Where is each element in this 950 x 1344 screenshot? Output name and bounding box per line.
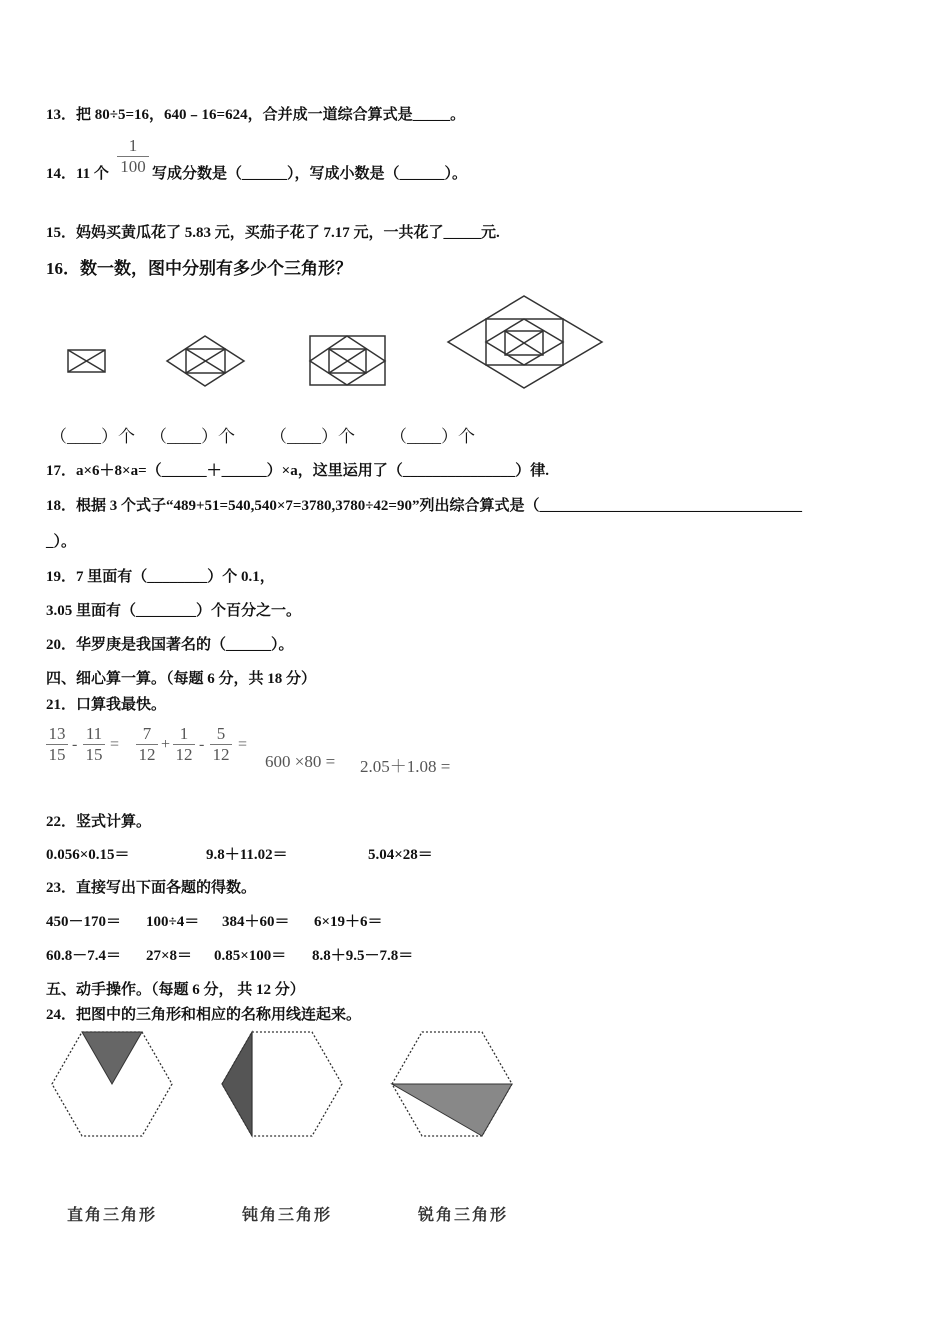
figure-rect-diamond-rect <box>310 336 385 385</box>
fraction-13-15 <box>46 724 68 765</box>
denominator: 15 <box>48 745 66 764</box>
mental-calc-6: 27×8＝ <box>146 948 193 964</box>
question-20: 20．华罗庚是我国著名的（______）。 <box>46 637 294 653</box>
mental-calc-2: 100÷4＝ <box>146 914 200 930</box>
denominator: 12 <box>138 745 156 764</box>
vertical-calc-1: 0.056×0.15＝ <box>46 847 130 863</box>
answer-blank-4: （____）个 <box>390 427 475 446</box>
mental-calc-4: 6×19＋6＝ <box>314 914 383 930</box>
mental-calc-3: 384＋60＝ <box>222 914 290 930</box>
fraction-7-12 <box>136 724 158 765</box>
minus-sign: - <box>72 736 78 753</box>
right-triangle-shape <box>82 1032 142 1084</box>
question-14-prefix: 14．11 个 <box>46 166 109 182</box>
obtuse-triangle-shape <box>222 1032 252 1136</box>
figure-rect-cross <box>68 350 105 372</box>
mental-calc-5: 60.8－7.4＝ <box>46 948 122 964</box>
answer-blank-2: （____）个 <box>150 427 235 446</box>
section-5-heading: 五、动手操作。（每题 6 分， 共 12 分） <box>46 982 305 998</box>
numerator: 7 <box>142 724 152 743</box>
section-4-heading: 四、细心算一算。（每题 6 分，共 18 分） <box>46 671 317 687</box>
denominator: 15 <box>85 745 103 764</box>
figure-large-diamond <box>448 296 602 388</box>
question-19-line2: 3.05 里面有（________）个百分之一。 <box>46 603 302 619</box>
mental-calc-1: 450－170＝ <box>46 914 122 930</box>
question-21-title: 21．口算我最快。 <box>46 697 167 713</box>
question-18-line1: 18．根据 3 个式子“489+51=540,540×7=3780,3780÷42=90”列出综合算式是（___________________________________ <box>46 498 802 514</box>
question-15: 15．妈妈买黄瓜花了 5.83 元，买茄子花了 7.17 元，一共花了_____元. <box>46 225 500 241</box>
numerator: 13 <box>48 724 66 743</box>
expression-600x80: 600 ×80 = <box>265 752 336 771</box>
question-22-title: 22．竖式计算。 <box>46 814 152 830</box>
label-acute-triangle: 锐角三角形 <box>418 1205 509 1224</box>
equals-sign: = <box>110 736 120 753</box>
plus-sign: + <box>161 736 171 753</box>
question-14-fraction <box>117 136 149 177</box>
mental-calc-7: 0.85×100＝ <box>214 948 287 964</box>
question-18-line2: _）。 <box>46 534 77 550</box>
denominator: 12 <box>175 745 193 764</box>
fraction-11-15 <box>83 724 105 765</box>
minus-sign: - <box>199 736 205 753</box>
answer-blank-3: （____）个 <box>270 427 355 446</box>
denominator: 12 <box>212 745 230 764</box>
vertical-calc-2: 9.8＋11.02＝ <box>206 847 288 863</box>
fraction-1-12 <box>173 724 195 765</box>
label-right-triangle: 直角三角形 <box>67 1205 158 1224</box>
figure-diamond-rect <box>167 336 244 386</box>
equals-sign: = <box>238 736 248 753</box>
question-13: 13．把 80÷5=16，640﹣16=624，合并成一道综合算式是_____。 <box>46 107 466 123</box>
label-obtuse-triangle: 钝角三角形 <box>242 1205 333 1224</box>
numerator: 11 <box>85 724 103 743</box>
question-17: 17．a×6＋8×a=（______＋______）×a，这里运用了（_______________）律. <box>46 463 549 479</box>
question-14-suffix: 写成分数是（______），写成小数是（______）。 <box>152 166 468 182</box>
question-19-line1: 19．7 里面有（________）个 0.1， <box>46 569 275 585</box>
fraction-5-12 <box>210 724 232 765</box>
vertical-calc-3: 5.04×28＝ <box>368 847 433 863</box>
triangle-count-figures <box>40 290 620 410</box>
answer-blank-1: （____）个 <box>50 427 135 446</box>
acute-triangle-shape <box>392 1084 512 1136</box>
numerator: 5 <box>216 724 226 743</box>
mental-calc-8: 8.8＋9.5－7.8＝ <box>312 948 414 964</box>
hexagon-figures <box>40 1025 530 1150</box>
numerator: 1 <box>179 724 189 743</box>
fraction-numerator: 1 <box>128 136 138 155</box>
question-23-title: 23．直接写出下面各题的得数。 <box>46 880 257 896</box>
question-24-title: 24．把图中的三角形和相应的名称用线连起来。 <box>46 1007 362 1023</box>
expression-2.05+1.08: 2.05＋1.08 = <box>360 757 451 776</box>
fraction-denominator: 100 <box>120 157 146 176</box>
question-16-title: 16．数一数，图中分别有多少个三角形？ <box>46 259 352 278</box>
